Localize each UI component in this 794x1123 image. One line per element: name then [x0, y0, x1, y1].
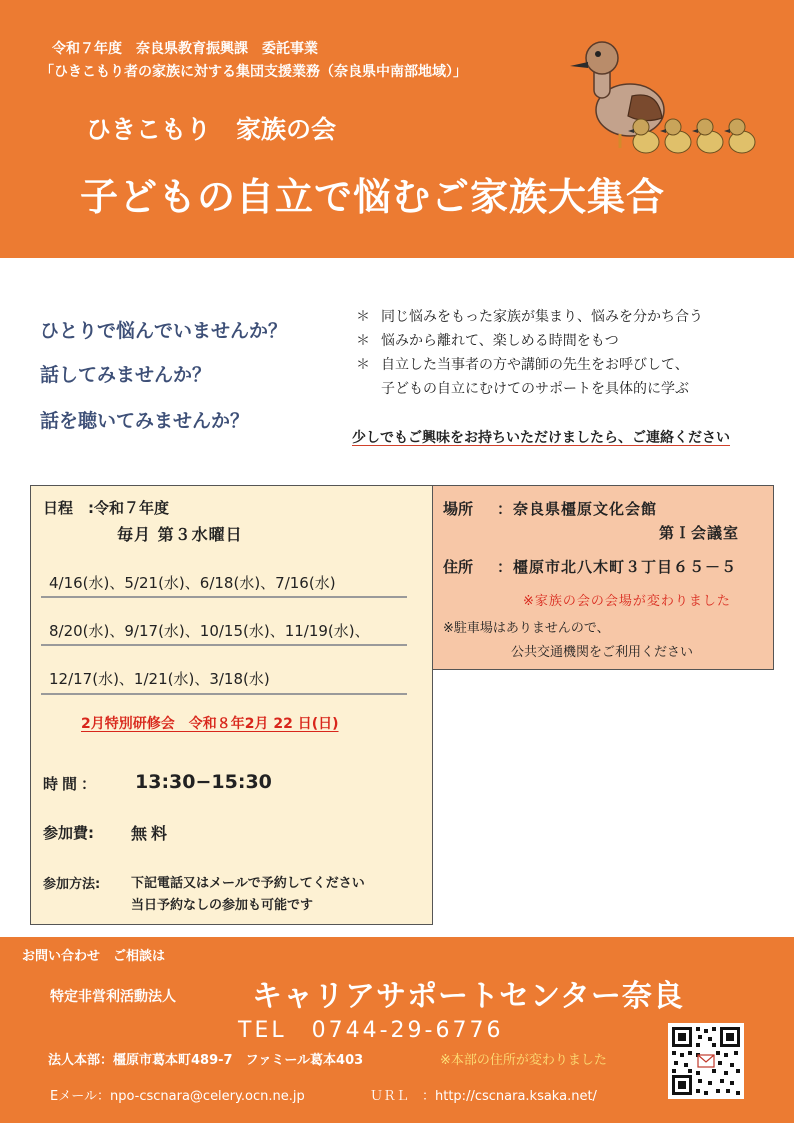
date-row: 4/16(水)、5/21(水)、6/18(水)、7/16(水) [49, 574, 336, 592]
address-value: ：橿原市北八木町３丁目６５－５ [497, 558, 738, 576]
duckling-icon [724, 119, 755, 153]
website-link[interactable]: ＵＲＬ ：http://cscnara.ksaka.net/ [370, 1089, 597, 1104]
list-item-continuation: 子どもの自立にむけてのサポートを具体的に学ぶ [381, 381, 689, 397]
duckling-icon [660, 119, 691, 153]
divider [41, 693, 407, 695]
date-row: 12/17(水)、1/21(水)、3/18(水) [49, 670, 270, 688]
event-subtitle: ひきこもり 家族の会 [86, 115, 337, 144]
question-3: 話を聴いてみませんか？ [40, 410, 250, 432]
method-text [131, 873, 365, 917]
fee-label: 参加費: [43, 824, 94, 842]
event-title: 子どもの自立で悩むご家族大集合 [80, 175, 666, 219]
fee-value: 無料 [131, 824, 172, 843]
room-name: 第Ｉ会議室 [659, 524, 740, 542]
schedule-monthly: 毎月 第３水曜日 [117, 525, 243, 544]
contact-invitation: 少しでもご興味をお持ちいただけましたら、ご連絡ください [352, 430, 730, 446]
project-line: 令和７年度 奈良県教育振興課 委託事業 [52, 41, 318, 57]
method-line: 下記電話又はメールで予約してください [131, 876, 365, 891]
divider [41, 596, 407, 598]
list-item [356, 305, 703, 329]
footer-banner [0, 937, 794, 1123]
time-label: 時間： [43, 775, 101, 793]
date-row: 8/20(水)、9/17(水)、10/15(水)、11/19(水)、 [49, 622, 370, 640]
method-line: 当日予約なしの参加も可能です [131, 898, 314, 913]
asterisk-icon: ＊ [356, 309, 370, 325]
list-item [356, 353, 703, 377]
project-name: 「ひきこもり者の家族に対する集団支援業務（奈良県中南部地域）」 [40, 64, 467, 80]
list-item-text: 悩みから離れて、楽しめる時間をもつ [381, 333, 619, 349]
divider [41, 644, 407, 646]
schedule-label: 日程 :令和７年度 [43, 499, 169, 517]
parking-note: ※駐車場はありませんので、 [443, 621, 610, 636]
org-type: 特定非営利活動法人 [50, 989, 176, 1005]
inquiry-label: お問い合わせ ご相談は [22, 949, 166, 964]
place-label: 場所 [443, 500, 474, 518]
list-item-text: 自立した当事者の方や講師の先生をお呼びして、 [381, 357, 689, 373]
email-link[interactable]: Eメール：npo-cscnara@celery.ocn.ne.jp [50, 1089, 305, 1104]
question-1: ひとりで悩んでいませんか？ [40, 320, 288, 342]
feature-list [356, 305, 703, 401]
asterisk-icon: ＊ [356, 357, 370, 373]
org-name: キャリアサポートセンター奈良 [252, 979, 684, 1014]
hq-change-note: ※本部の住所が変わりました [440, 1053, 607, 1068]
special-session: 2月特別研修会 令和８年2月 22 日(日) [81, 716, 339, 732]
list-item [356, 329, 703, 353]
parking-note: 公共交通機関をご利用ください [511, 645, 694, 660]
header-banner [0, 0, 794, 258]
phone-number[interactable]: TEL 0744-29-6776 [238, 1018, 504, 1043]
method-label: 参加方法: [43, 877, 101, 892]
qr-code-icon[interactable] [668, 1023, 744, 1099]
venue-box [432, 485, 774, 670]
hq-address: 法人本部：橿原市葛本町489-7 ファミール葛本403 [48, 1053, 364, 1068]
question-2: 話してみませんか？ [40, 364, 212, 386]
place-name: ：奈良県橿原文化会館 [497, 500, 658, 518]
duck-family-icon [558, 26, 768, 162]
duckling-icon [692, 119, 723, 153]
venue-change-note: ※家族の会の会場が変わりました [523, 594, 731, 609]
schedule-box [30, 485, 433, 925]
address-label: 住所 [443, 558, 474, 576]
time-value: 13:30−15:30 [135, 771, 272, 793]
asterisk-icon: ＊ [356, 333, 370, 349]
list-item-text: 同じ悩みをもった家族が集まり、悩みを分かち合う [381, 309, 703, 325]
